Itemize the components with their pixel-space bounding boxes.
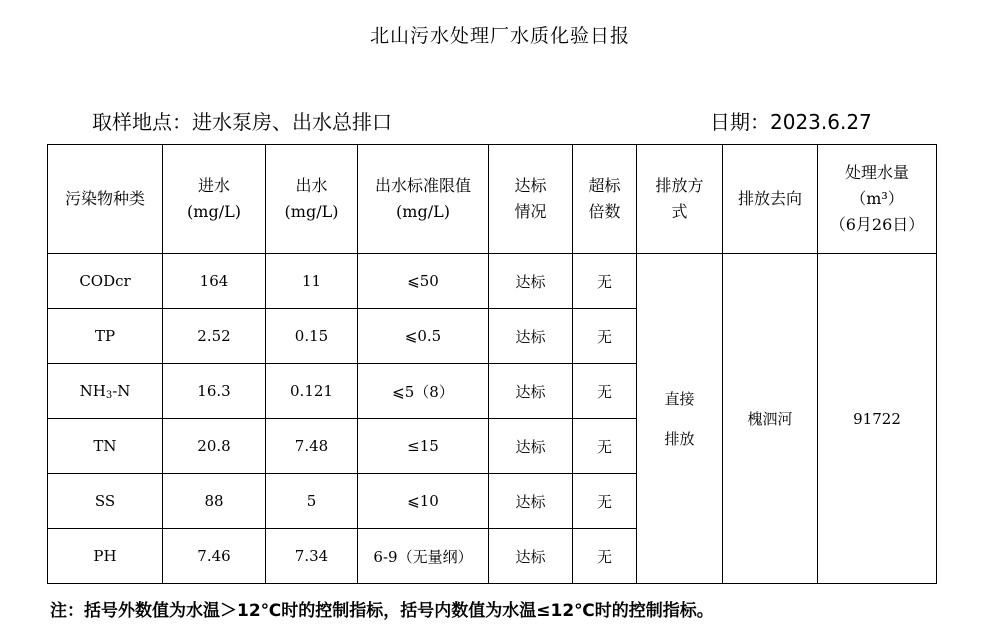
limit-value: ⩽10: [358, 474, 489, 529]
pollutant-name: SS: [48, 474, 163, 529]
pollutant-name: PH: [48, 529, 163, 584]
exceed-value: 无: [573, 529, 637, 584]
influent-value: 20.8: [163, 419, 266, 474]
status-value: 达标: [489, 364, 573, 419]
table-row: [48, 254, 937, 309]
exceed-value: 无: [573, 364, 637, 419]
influent-value: 88: [163, 474, 266, 529]
header-pollutant: 污染物种类: [48, 145, 163, 254]
header-limit: 出水标准限值 (mg/L): [358, 145, 489, 254]
status-value: 达标: [489, 309, 573, 364]
discharge-destination: 槐泗河: [723, 254, 818, 584]
sample-location: 取样地点：进水泵房、出水总排口: [92, 110, 392, 134]
influent-value: 16.3: [163, 364, 266, 419]
effluent-value: 7.48: [266, 419, 358, 474]
discharge-method: 直接 排放: [637, 254, 723, 584]
exceed-value: 无: [573, 419, 637, 474]
effluent-value: 0.121: [266, 364, 358, 419]
limit-value: ⩽50: [358, 254, 489, 309]
water-quality-table: [47, 144, 937, 584]
limit-value: ≤15: [358, 419, 489, 474]
treated-volume: 91722: [818, 254, 937, 584]
effluent-value: 11: [266, 254, 358, 309]
pollutant-name: $NH_3-N$: [48, 364, 163, 419]
exceed-value: 无: [573, 254, 637, 309]
header-influent: 进水 (mg/L): [163, 145, 266, 254]
header-method: 排放方 式: [637, 145, 723, 254]
exceed-value: 无: [573, 474, 637, 529]
pollutant-name: TP: [48, 309, 163, 364]
footnote: 注：括号外数值为水温＞12℃时的控制指标，括号内数值为水温≤12℃时的控制指标。: [50, 601, 714, 621]
header-effluent: 出水 (mg/L): [266, 145, 358, 254]
influent-value: 164: [163, 254, 266, 309]
influent-value: 2.52: [163, 309, 266, 364]
report-title: 北山污水处理厂水质化验日报: [369, 25, 630, 47]
header-exceed: 超标 倍数: [573, 145, 637, 254]
header-destination: 排放去向: [723, 145, 818, 254]
report-date: 日期：2023.6.27: [710, 110, 872, 134]
exceed-value: 无: [573, 309, 637, 364]
limit-value: ⩽5（8）: [358, 364, 489, 419]
pollutant-name: CODcr: [48, 254, 163, 309]
status-value: 达标: [489, 254, 573, 309]
effluent-value: 0.15: [266, 309, 358, 364]
header-row: [48, 145, 937, 254]
header-compliance: 达标 情况: [489, 145, 573, 254]
status-value: 达标: [489, 474, 573, 529]
effluent-value: 5: [266, 474, 358, 529]
limit-value: 6-9（无量纲）: [358, 529, 489, 584]
effluent-value: 7.34: [266, 529, 358, 584]
pollutant-name: TN: [48, 419, 163, 474]
header-volume: 处理水量 （m³） （6月26日）: [818, 145, 937, 254]
limit-value: ⩽0.5: [358, 309, 489, 364]
status-value: 达标: [489, 419, 573, 474]
influent-value: 7.46: [163, 529, 266, 584]
status-value: 达标: [489, 529, 573, 584]
